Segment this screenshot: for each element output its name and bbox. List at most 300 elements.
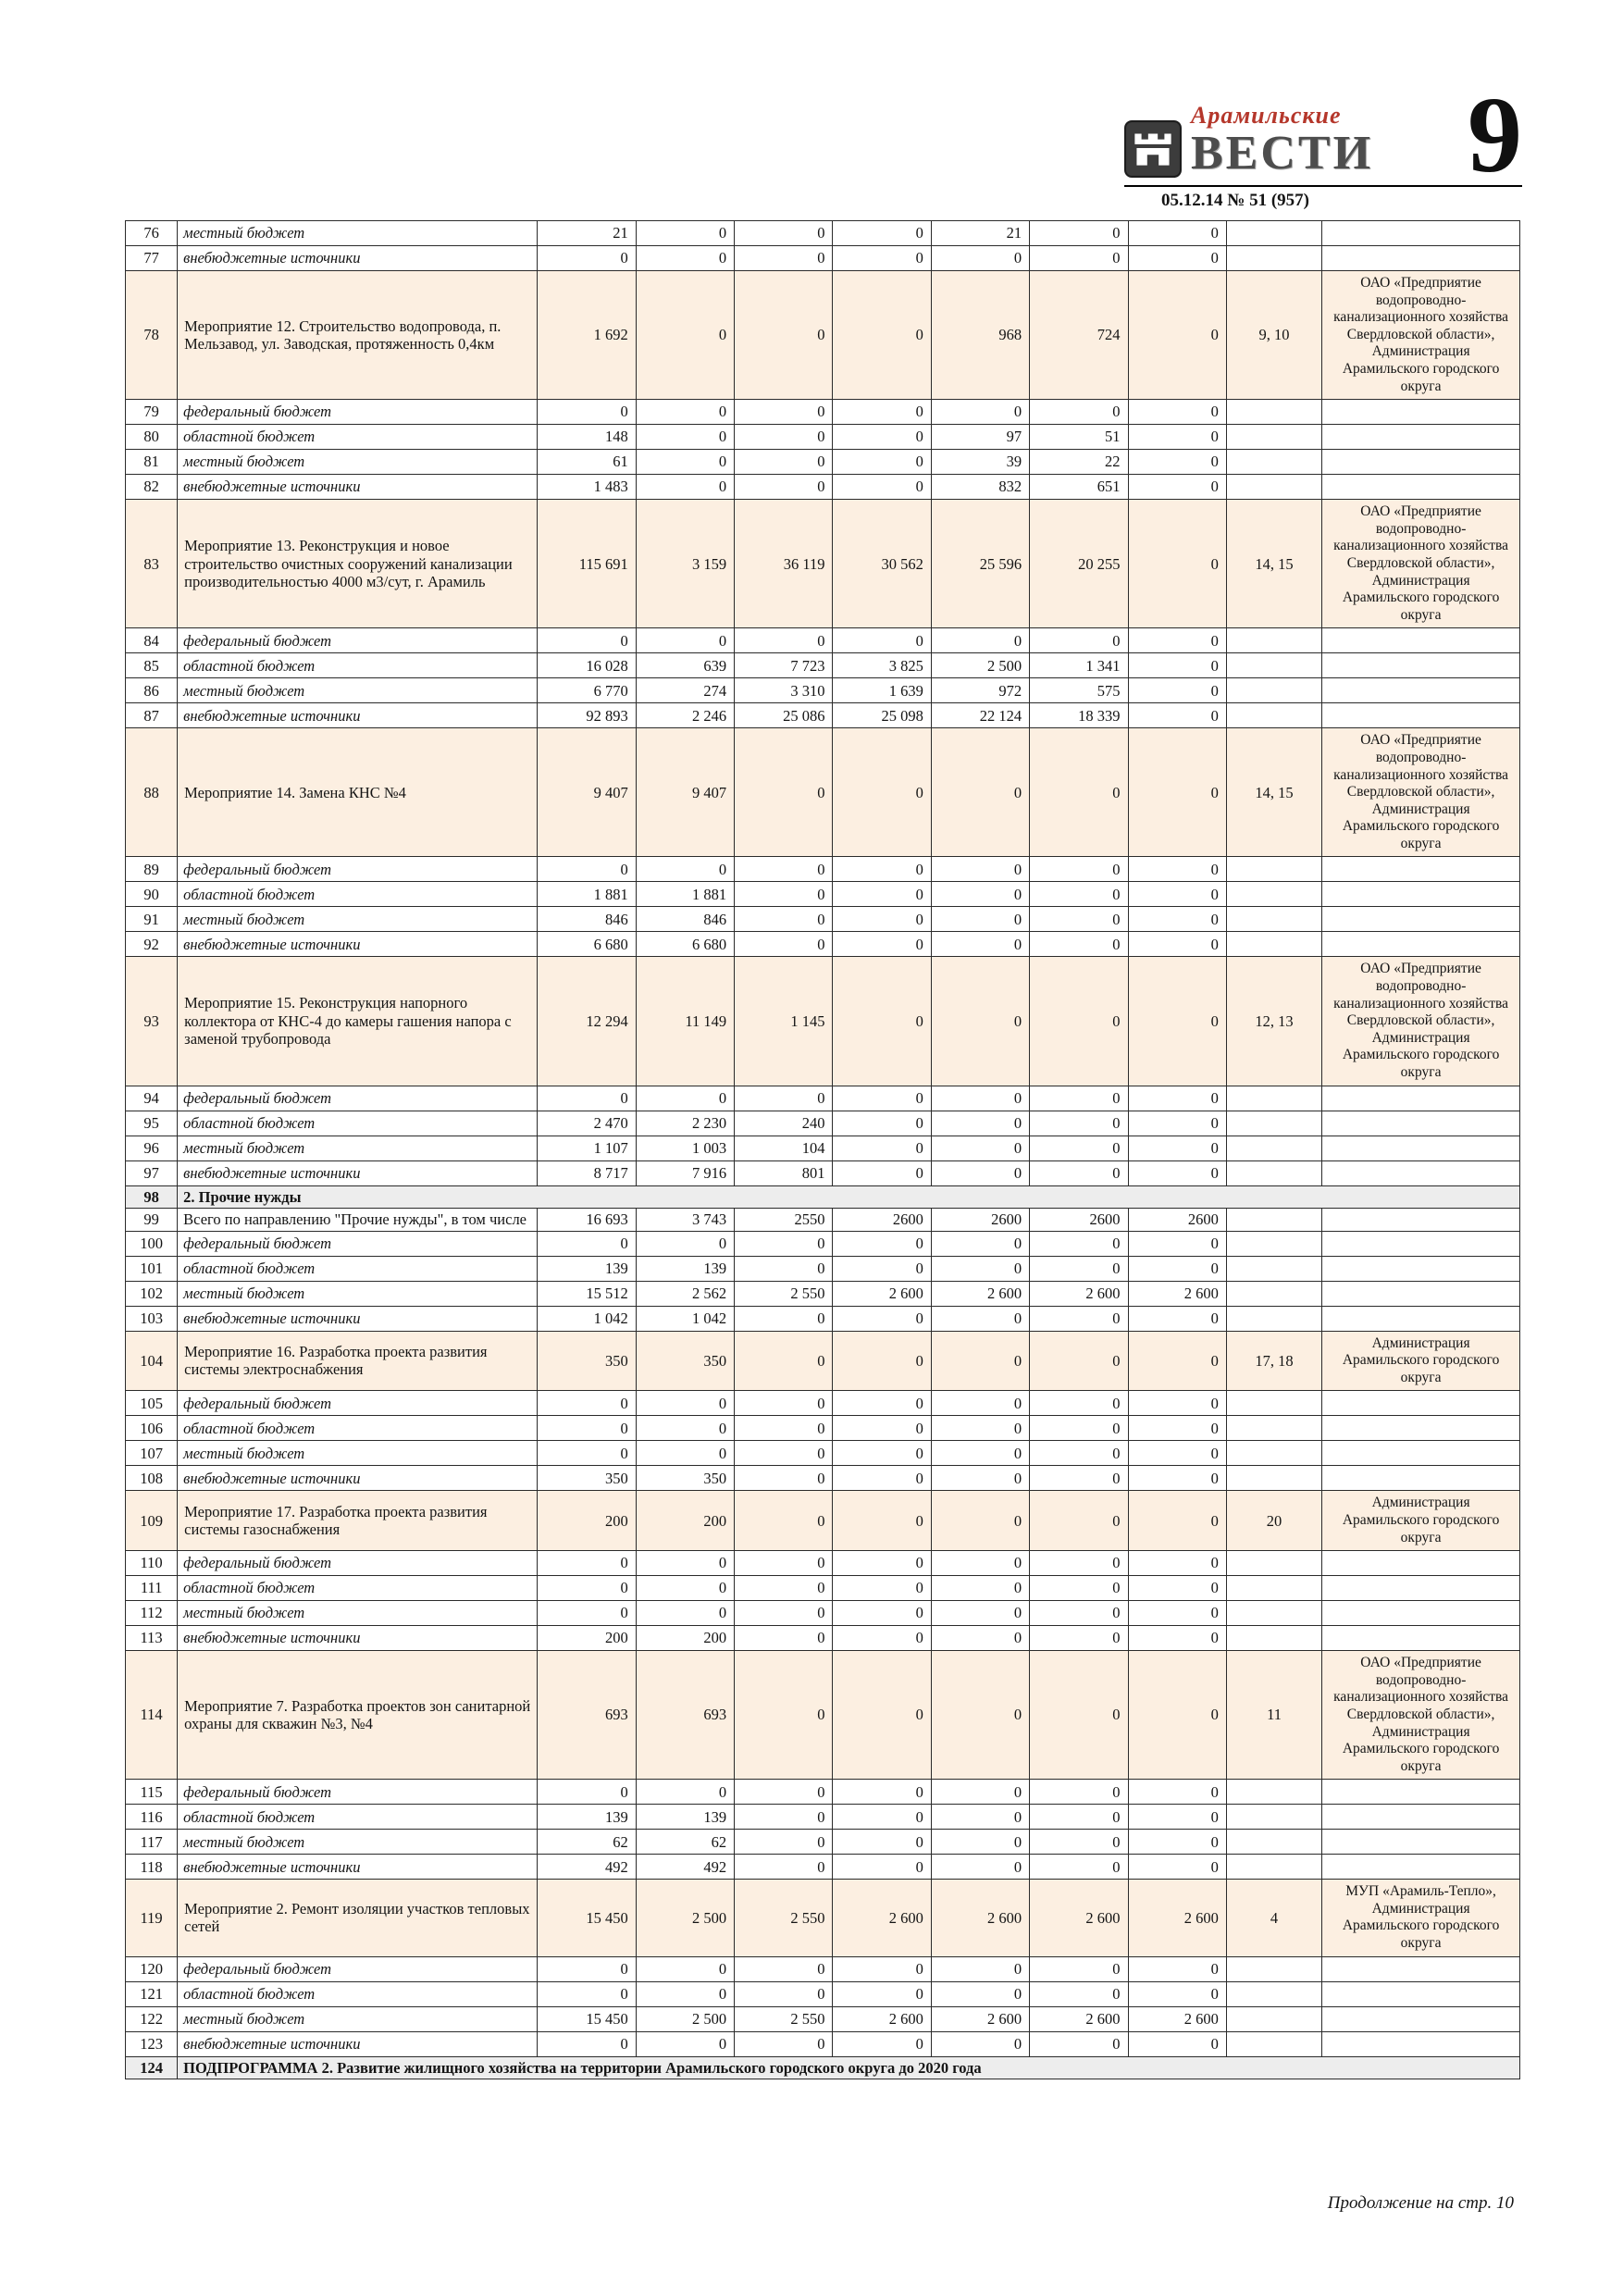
value-cell: 0 — [1030, 1231, 1128, 1256]
value-cell: 97 — [931, 425, 1029, 450]
value-cell: 92 893 — [538, 703, 636, 728]
row-number: 112 — [126, 1601, 178, 1626]
row-name: федеральный бюджет — [178, 857, 538, 882]
table-row — [126, 1306, 1520, 1331]
org-cell — [1322, 932, 1520, 957]
value-cell: 0 — [1128, 857, 1226, 882]
value-cell: 639 — [636, 653, 734, 678]
value-cell: 0 — [735, 728, 833, 857]
value-cell: 0 — [735, 246, 833, 271]
row-name: федеральный бюджет — [178, 628, 538, 653]
row-name: областной бюджет — [178, 1256, 538, 1281]
value-cell: 0 — [1128, 628, 1226, 653]
value-cell: 0 — [1128, 1331, 1226, 1391]
org-cell — [1322, 2031, 1520, 2056]
value-cell: 350 — [538, 1331, 636, 1391]
value-cell: 9 407 — [636, 728, 734, 857]
value-cell: 0 — [735, 475, 833, 500]
value-cell: 0 — [636, 1391, 734, 1416]
value-cell: 0 — [735, 1086, 833, 1111]
row-name: федеральный бюджет — [178, 400, 538, 425]
value-cell: 0 — [735, 1331, 833, 1391]
note-cell — [1226, 1306, 1321, 1331]
value-cell: 0 — [931, 1331, 1029, 1391]
note-cell — [1226, 628, 1321, 653]
org-cell: ОАО «Предприятие водопроводно-канализационного хозяйства Свердловской области», Администрация Арамильского городского округа — [1322, 957, 1520, 1086]
value-cell: 16 028 — [538, 653, 636, 678]
value-cell: 0 — [1030, 1805, 1128, 1830]
value-cell: 0 — [833, 882, 931, 907]
value-cell: 0 — [538, 1981, 636, 2006]
budget-table — [125, 220, 1520, 2079]
org-cell — [1322, 628, 1520, 653]
value-cell: 148 — [538, 425, 636, 450]
value-cell: 0 — [931, 1956, 1029, 1981]
value-cell: 0 — [1128, 1416, 1226, 1441]
value-cell: 2 600 — [931, 2006, 1029, 2031]
value-cell: 0 — [1030, 1576, 1128, 1601]
value-cell: 30 562 — [833, 500, 931, 628]
value-cell: 0 — [1128, 1780, 1226, 1805]
note-cell — [1226, 1441, 1321, 1466]
row-number: 121 — [126, 1981, 178, 2006]
note-cell — [1226, 1416, 1321, 1441]
row-number: 106 — [126, 1416, 178, 1441]
table-row — [126, 1086, 1520, 1111]
value-cell: 36 119 — [735, 500, 833, 628]
note-cell — [1226, 1780, 1321, 1805]
value-cell: 0 — [1128, 1830, 1226, 1855]
row-number: 122 — [126, 2006, 178, 2031]
value-cell: 2 600 — [1128, 1281, 1226, 1306]
value-cell: 0 — [833, 1576, 931, 1601]
value-cell: 0 — [931, 1136, 1029, 1160]
note-cell — [1226, 932, 1321, 957]
table-row — [126, 882, 1520, 907]
value-cell: 0 — [931, 1805, 1029, 1830]
value-cell: 0 — [636, 1441, 734, 1466]
section-title: ПОДПРОГРАММА 2. Развитие жилищного хозяйства на территории Арамильского городского округа до 2020 года — [178, 2056, 1520, 2079]
value-cell: 0 — [931, 1780, 1029, 1805]
note-cell — [1226, 1805, 1321, 1830]
value-cell: 2 600 — [931, 1281, 1029, 1306]
value-cell: 6 680 — [538, 932, 636, 957]
table-row — [126, 450, 1520, 475]
value-cell: 1 881 — [538, 882, 636, 907]
note-cell — [1226, 1576, 1321, 1601]
budget-table-body — [126, 221, 1520, 2079]
value-cell: 2600 — [931, 1209, 1029, 1231]
value-cell: 0 — [538, 246, 636, 271]
value-cell: 0 — [636, 425, 734, 450]
value-cell: 492 — [636, 1855, 734, 1880]
value-cell: 0 — [735, 628, 833, 653]
value-cell: 0 — [735, 400, 833, 425]
masthead-row — [1124, 74, 1522, 195]
org-cell — [1322, 1956, 1520, 1981]
value-cell: 0 — [735, 450, 833, 475]
value-cell: 0 — [636, 1416, 734, 1441]
value-cell: 0 — [931, 857, 1029, 882]
value-cell: 1 003 — [636, 1136, 734, 1160]
value-cell: 0 — [1030, 1956, 1128, 1981]
table-row — [126, 475, 1520, 500]
value-cell: 0 — [1128, 653, 1226, 678]
value-cell: 2 600 — [1128, 1880, 1226, 1956]
value-cell: 2 600 — [833, 1880, 931, 1956]
value-cell: 0 — [1128, 907, 1226, 932]
table-row — [126, 425, 1520, 450]
value-cell: 25 596 — [931, 500, 1029, 628]
value-cell: 0 — [1030, 1780, 1128, 1805]
row-name: Мероприятие 14. Замена КНС №4 — [178, 728, 538, 857]
org-cell — [1322, 1441, 1520, 1466]
value-cell: 0 — [931, 932, 1029, 957]
row-number: 116 — [126, 1805, 178, 1830]
row-name: областной бюджет — [178, 1416, 538, 1441]
table-row — [126, 1281, 1520, 1306]
value-cell: 6 770 — [538, 678, 636, 703]
value-cell: 11 149 — [636, 957, 734, 1086]
row-number: 111 — [126, 1576, 178, 1601]
value-cell: 0 — [833, 1256, 931, 1281]
value-cell: 0 — [931, 1626, 1029, 1651]
value-cell: 0 — [1128, 882, 1226, 907]
value-cell: 0 — [735, 1830, 833, 1855]
row-name: областной бюджет — [178, 1111, 538, 1136]
value-cell: 0 — [735, 857, 833, 882]
value-cell: 0 — [833, 271, 931, 400]
org-cell — [1322, 400, 1520, 425]
table-row — [126, 2056, 1520, 2079]
note-cell — [1226, 1551, 1321, 1576]
value-cell: 0 — [538, 1086, 636, 1111]
value-cell: 0 — [833, 1111, 931, 1136]
masthead — [1124, 74, 1522, 211]
value-cell: 0 — [1030, 1391, 1128, 1416]
org-cell: ОАО «Предприятие водопроводно-канализационного хозяйства Свердловской области», Администрация Арамильского городского округа — [1322, 271, 1520, 400]
value-cell: 0 — [833, 932, 931, 957]
table-row — [126, 271, 1520, 400]
value-cell: 0 — [1128, 1491, 1226, 1551]
value-cell: 0 — [1030, 1136, 1128, 1160]
value-cell: 0 — [538, 1601, 636, 1626]
value-cell: 0 — [735, 425, 833, 450]
value-cell: 0 — [1128, 221, 1226, 246]
value-cell: 0 — [735, 1651, 833, 1780]
value-cell: 1 692 — [538, 271, 636, 400]
note-cell — [1226, 475, 1321, 500]
org-cell — [1322, 1551, 1520, 1576]
org-cell — [1322, 1416, 1520, 1441]
row-name: местный бюджет — [178, 1830, 538, 1855]
note-cell — [1226, 678, 1321, 703]
value-cell: 0 — [1128, 1651, 1226, 1780]
value-cell: 0 — [833, 425, 931, 450]
value-cell: 0 — [1128, 1111, 1226, 1136]
value-cell: 1 145 — [735, 957, 833, 1086]
org-cell — [1322, 1231, 1520, 1256]
row-number: 97 — [126, 1160, 178, 1185]
org-cell: МУП «Арамиль-Тепло», Администрация Арамильского городского округа — [1322, 1880, 1520, 1956]
table-row — [126, 653, 1520, 678]
value-cell: 0 — [1030, 400, 1128, 425]
row-name: местный бюджет — [178, 907, 538, 932]
value-cell: 0 — [636, 1780, 734, 1805]
note-cell — [1226, 1601, 1321, 1626]
value-cell: 2 600 — [931, 1880, 1029, 1956]
value-cell: 0 — [833, 1441, 931, 1466]
table-row — [126, 857, 1520, 882]
value-cell: 0 — [833, 1551, 931, 1576]
value-cell: 2 500 — [931, 653, 1029, 678]
value-cell: 25 098 — [833, 703, 931, 728]
value-cell: 2600 — [833, 1209, 931, 1231]
value-cell: 0 — [931, 1830, 1029, 1855]
table-row — [126, 1855, 1520, 1880]
table-row — [126, 400, 1520, 425]
value-cell: 0 — [833, 475, 931, 500]
value-cell: 651 — [1030, 475, 1128, 500]
value-cell: 0 — [1128, 932, 1226, 957]
value-cell: 7 916 — [636, 1160, 734, 1185]
newspaper-brand — [1191, 104, 1373, 178]
row-number: 91 — [126, 907, 178, 932]
note-cell — [1226, 450, 1321, 475]
row-name: федеральный бюджет — [178, 1551, 538, 1576]
note-cell: 20 — [1226, 1491, 1321, 1551]
note-cell — [1226, 653, 1321, 678]
org-cell — [1322, 857, 1520, 882]
row-name: Всего по направлению "Прочие нужды", в том числе — [178, 1209, 538, 1231]
row-number: 83 — [126, 500, 178, 628]
value-cell: 0 — [931, 1231, 1029, 1256]
value-cell: 1 341 — [1030, 653, 1128, 678]
value-cell: 0 — [931, 1855, 1029, 1880]
row-number: 113 — [126, 1626, 178, 1651]
row-name: внебюджетные источники — [178, 1855, 538, 1880]
table-row — [126, 1441, 1520, 1466]
value-cell: 8 717 — [538, 1160, 636, 1185]
value-cell: 0 — [833, 1491, 931, 1551]
row-name: внебюджетные источники — [178, 1626, 538, 1651]
value-cell: 0 — [1128, 728, 1226, 857]
value-cell: 0 — [538, 1391, 636, 1416]
table-row — [126, 907, 1520, 932]
value-cell: 61 — [538, 450, 636, 475]
value-cell: 0 — [833, 1231, 931, 1256]
value-cell: 0 — [931, 957, 1029, 1086]
table-row — [126, 728, 1520, 857]
row-number: 96 — [126, 1136, 178, 1160]
table-row — [126, 1466, 1520, 1491]
table-row — [126, 628, 1520, 653]
value-cell: 0 — [1128, 425, 1226, 450]
value-cell: 0 — [1030, 1441, 1128, 1466]
row-name: внебюджетные источники — [178, 1160, 538, 1185]
value-cell: 0 — [1030, 1855, 1128, 1880]
value-cell: 200 — [636, 1491, 734, 1551]
value-cell: 200 — [538, 1626, 636, 1651]
value-cell: 115 691 — [538, 500, 636, 628]
org-cell — [1322, 1576, 1520, 1601]
org-cell — [1322, 1136, 1520, 1160]
value-cell: 0 — [1128, 1231, 1226, 1256]
value-cell: 2 246 — [636, 703, 734, 728]
value-cell: 0 — [931, 1160, 1029, 1185]
value-cell: 0 — [1128, 475, 1226, 500]
value-cell: 0 — [636, 1981, 734, 2006]
row-name: Мероприятие 7. Разработка проектов зон санитарной охраны для скважин №3, №4 — [178, 1651, 538, 1780]
value-cell: 0 — [931, 1576, 1029, 1601]
value-cell: 1 042 — [636, 1306, 734, 1331]
value-cell: 0 — [1128, 1256, 1226, 1281]
org-cell: Администрация Арамильского городского округа — [1322, 1491, 1520, 1551]
value-cell: 2 550 — [735, 2006, 833, 2031]
table-row — [126, 500, 1520, 628]
issue-line: 05.12.14 № 51 (957) — [1161, 191, 1309, 211]
value-cell: 0 — [931, 1306, 1029, 1331]
row-name: внебюджетные источники — [178, 1306, 538, 1331]
value-cell: 0 — [1030, 957, 1128, 1086]
note-cell — [1226, 1160, 1321, 1185]
value-cell: 0 — [833, 1136, 931, 1160]
row-name: областной бюджет — [178, 1981, 538, 2006]
table-row — [126, 1160, 1520, 1185]
note-cell — [1226, 907, 1321, 932]
org-cell — [1322, 475, 1520, 500]
note-cell — [1226, 1956, 1321, 1981]
row-number: 85 — [126, 653, 178, 678]
value-cell: 846 — [636, 907, 734, 932]
value-cell: 0 — [538, 2031, 636, 2056]
value-cell: 0 — [931, 1416, 1029, 1441]
row-number: 86 — [126, 678, 178, 703]
table-row — [126, 1780, 1520, 1805]
value-cell: 575 — [1030, 678, 1128, 703]
note-cell — [1226, 1111, 1321, 1136]
value-cell: 0 — [636, 400, 734, 425]
note-cell — [1226, 882, 1321, 907]
value-cell: 0 — [1030, 932, 1128, 957]
value-cell: 0 — [833, 1331, 931, 1391]
table-row — [126, 1111, 1520, 1136]
value-cell: 0 — [1030, 1086, 1128, 1111]
value-cell: 2 470 — [538, 1111, 636, 1136]
value-cell: 0 — [735, 1551, 833, 1576]
value-cell: 724 — [1030, 271, 1128, 400]
note-cell — [1226, 1830, 1321, 1855]
value-cell: 0 — [1030, 2031, 1128, 2056]
value-cell: 0 — [833, 2031, 931, 2056]
note-cell — [1226, 1136, 1321, 1160]
row-number: 102 — [126, 1281, 178, 1306]
row-number: 105 — [126, 1391, 178, 1416]
value-cell: 0 — [1030, 1331, 1128, 1391]
value-cell: 0 — [636, 2031, 734, 2056]
table-row — [126, 1880, 1520, 1956]
row-number: 90 — [126, 882, 178, 907]
value-cell: 0 — [735, 932, 833, 957]
org-cell — [1322, 425, 1520, 450]
value-cell: 0 — [538, 1441, 636, 1466]
value-cell: 0 — [1128, 1306, 1226, 1331]
value-cell: 0 — [735, 1855, 833, 1880]
value-cell: 2 550 — [735, 1281, 833, 1306]
section-title: 2. Прочие нужды — [178, 1185, 1520, 1208]
value-cell: 0 — [735, 1780, 833, 1805]
value-cell: 350 — [636, 1466, 734, 1491]
value-cell: 0 — [1128, 246, 1226, 271]
value-cell: 0 — [735, 1416, 833, 1441]
value-cell: 0 — [833, 1466, 931, 1491]
table-row — [126, 221, 1520, 246]
row-name: федеральный бюджет — [178, 1956, 538, 1981]
value-cell: 0 — [833, 957, 931, 1086]
row-name: внебюджетные источники — [178, 1466, 538, 1491]
row-name: Мероприятие 15. Реконструкция напорного коллектора от КНС-4 до камеры гашения напора с заменой трубопровода — [178, 957, 538, 1086]
note-cell — [1226, 2031, 1321, 2056]
value-cell: 0 — [636, 1551, 734, 1576]
value-cell: 0 — [833, 246, 931, 271]
value-cell: 0 — [1128, 678, 1226, 703]
row-name: внебюджетные источники — [178, 703, 538, 728]
note-cell — [1226, 1391, 1321, 1416]
note-cell — [1226, 221, 1321, 246]
value-cell: 3 743 — [636, 1209, 734, 1231]
value-cell: 3 825 — [833, 653, 931, 678]
value-cell: 0 — [931, 1466, 1029, 1491]
value-cell: 0 — [1128, 1441, 1226, 1466]
value-cell: 62 — [538, 1830, 636, 1855]
org-cell — [1322, 703, 1520, 728]
org-cell: ОАО «Предприятие водопроводно-канализационного хозяйства Свердловской области», Администрация Арамильского городского округа — [1322, 728, 1520, 857]
value-cell: 2600 — [1030, 1209, 1128, 1231]
value-cell: 0 — [1030, 1306, 1128, 1331]
table-row — [126, 1491, 1520, 1551]
table-row — [126, 1805, 1520, 1830]
org-cell — [1322, 1160, 1520, 1185]
table-row — [126, 1209, 1520, 1231]
value-cell: 0 — [1030, 1651, 1128, 1780]
table-row — [126, 703, 1520, 728]
value-cell: 0 — [1030, 1256, 1128, 1281]
note-cell — [1226, 246, 1321, 271]
value-cell: 968 — [931, 271, 1029, 400]
newspaper-emblem-icon — [1124, 120, 1182, 178]
value-cell: 0 — [931, 1391, 1029, 1416]
value-cell: 0 — [735, 1306, 833, 1331]
row-number: 89 — [126, 857, 178, 882]
value-cell: 0 — [1128, 1086, 1226, 1111]
value-cell: 20 255 — [1030, 500, 1128, 628]
org-cell — [1322, 1111, 1520, 1136]
value-cell: 0 — [1030, 1491, 1128, 1551]
value-cell: 0 — [931, 1981, 1029, 2006]
row-name: федеральный бюджет — [178, 1231, 538, 1256]
value-cell: 3 159 — [636, 500, 734, 628]
value-cell: 0 — [735, 221, 833, 246]
value-cell: 801 — [735, 1160, 833, 1185]
row-name: внебюджетные источники — [178, 475, 538, 500]
value-cell: 846 — [538, 907, 636, 932]
value-cell: 0 — [538, 857, 636, 882]
org-cell — [1322, 653, 1520, 678]
value-cell: 0 — [931, 728, 1029, 857]
value-cell: 0 — [931, 2031, 1029, 2056]
value-cell: 0 — [1030, 628, 1128, 653]
value-cell: 0 — [1030, 728, 1128, 857]
